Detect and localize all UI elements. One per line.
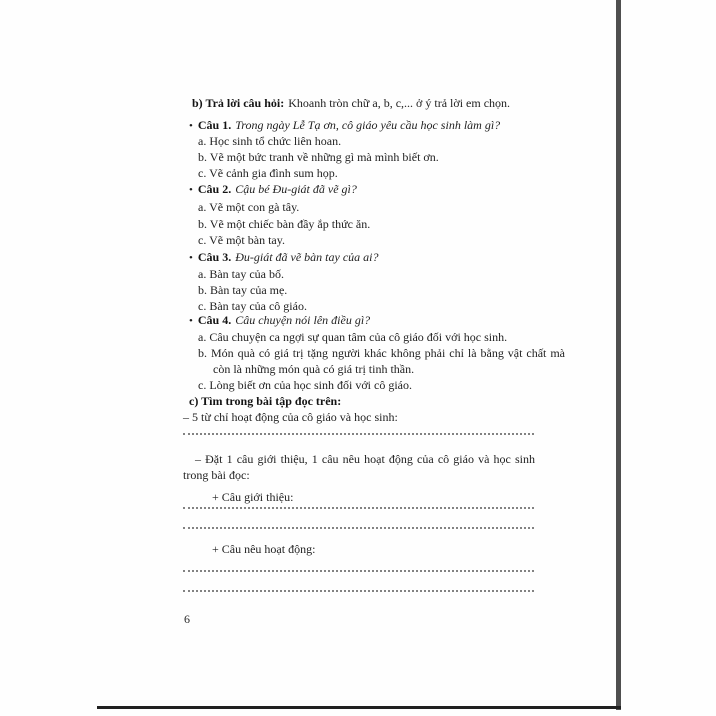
question-3-option-a: a. Bàn tay của bố. bbox=[198, 267, 284, 281]
page-bottom-edge bbox=[97, 706, 621, 709]
answer-line bbox=[183, 590, 534, 592]
question-2-option-b: b. Vẽ một chiếc bàn đầy ắp thức ăn. bbox=[198, 217, 371, 231]
question-2 bbox=[183, 181, 535, 198]
answer-line bbox=[183, 507, 534, 509]
question-4-option-b: b. Món quà có giá trị tặng người khác không phải chỉ là bằng vật chất mà còn là những món quà có giá trị tinh thần. bbox=[198, 346, 565, 376]
page-right-edge bbox=[616, 0, 621, 710]
question-1 bbox=[183, 117, 535, 134]
section-b-label: b) Trả lời câu hỏi: bbox=[192, 96, 285, 110]
task-activity-sentence: + Câu nêu hoạt động: bbox=[212, 542, 316, 556]
question-4-stem: Câu chuyện nói lên điều gì? bbox=[235, 313, 371, 327]
bullet-icon: • bbox=[189, 315, 193, 327]
section-b-instruction: Khoanh tròn chữ a, b, c,... ở ý trả lời em chọn. bbox=[288, 96, 511, 110]
section-c-label: c) Tìm trong bài tập đọc trên: bbox=[189, 394, 342, 408]
question-2-option-a: a. Vẽ một con gà tây. bbox=[198, 200, 300, 214]
question-3-stem: Đu-giát đã vẽ bàn tay của ai? bbox=[235, 250, 379, 264]
question-2-stem: Cậu bé Đu-giát đã vẽ gì? bbox=[235, 182, 357, 196]
question-3-option-c: c. Bàn tay của cô giáo. bbox=[198, 299, 307, 313]
question-3-label: Câu 3. bbox=[197, 250, 232, 264]
task-intro-sentence: + Câu giới thiệu: bbox=[212, 490, 294, 504]
question-2-label: Câu 2. bbox=[197, 182, 232, 196]
question-1-option-a: a. Học sinh tổ chức liên hoan. bbox=[198, 134, 342, 148]
answer-line bbox=[183, 433, 534, 435]
section-c-heading bbox=[183, 393, 535, 409]
page-number: 6 bbox=[184, 612, 190, 626]
question-2-option-c: c. Vẽ một bàn tay. bbox=[198, 233, 285, 247]
bullet-icon: • bbox=[189, 120, 193, 132]
question-1-option-c: c. Vẽ cảnh gia đình sum họp. bbox=[198, 166, 338, 180]
section-b-heading bbox=[183, 95, 535, 111]
question-1-stem: Trong ngày Lễ Tạ ơn, cô giáo yêu cầu học sinh làm gì? bbox=[235, 118, 501, 132]
question-3 bbox=[183, 249, 535, 266]
task-write-sentences: – Đặt 1 câu giới thiệu, 1 câu nêu hoạt động của cô giáo và học sinh trong bài đọc: bbox=[183, 452, 535, 482]
question-1-option-b: b. Vẽ một bức tranh về những gì mà mình biết ơn. bbox=[198, 150, 439, 164]
question-3-option-b: b. Bàn tay của mẹ. bbox=[198, 283, 288, 297]
question-1-label: Câu 1. bbox=[197, 118, 232, 132]
question-4-option-a: a. Câu chuyện ca ngợi sự quan tâm của cô giáo đối với học sinh. bbox=[198, 330, 508, 344]
question-4-option-c: c. Lòng biết ơn của học sinh đối với cô giáo. bbox=[198, 378, 412, 392]
answer-line bbox=[183, 527, 534, 529]
question-4-label: Câu 4. bbox=[197, 313, 232, 327]
task-find-words: – 5 từ chỉ hoạt động của cô giáo và học sinh: bbox=[183, 410, 398, 424]
bullet-icon: • bbox=[189, 252, 193, 264]
question-4 bbox=[183, 312, 535, 329]
bullet-icon: • bbox=[189, 184, 193, 196]
answer-line bbox=[183, 570, 534, 572]
